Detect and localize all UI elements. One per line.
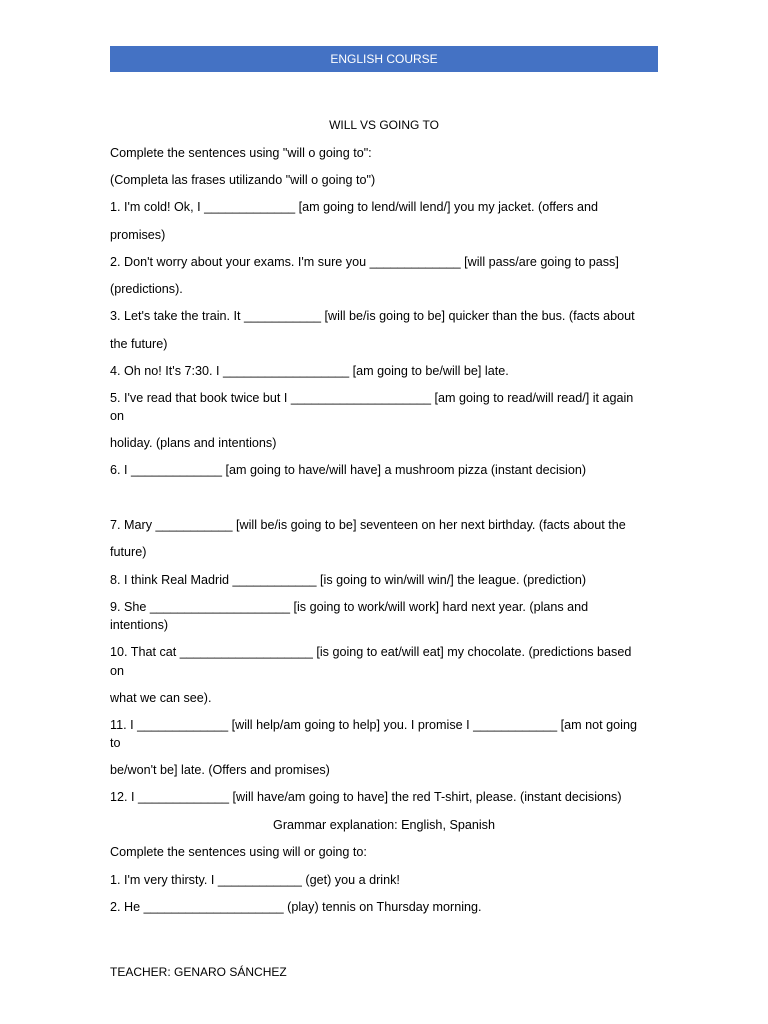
exercise-line: future) — [110, 545, 147, 559]
exercise-line: (predictions). — [110, 282, 183, 296]
exercise-line: holiday. (plans and intentions) — [110, 436, 277, 450]
exercise-line: on — [110, 664, 125, 678]
instruction-spanish: (Completa las frases utilizando "will o going to") — [110, 173, 376, 187]
exercise-line: on — [110, 409, 125, 423]
exercise-line: 2. He ____________________ (play) tennis on Thursday morning. — [110, 900, 482, 914]
exercise-line: 7. Mary ___________ [will be/is going to be] seventeen on her next birthday. (facts about the — [110, 518, 626, 532]
worksheet-title: WILL VS GOING TO — [329, 118, 439, 132]
exercise-line: 6. I _____________ [am going to have/will have] a mushroom pizza (instant decision) — [110, 463, 587, 477]
exercise-line: be/won't be] late. (Offers and promises) — [110, 763, 330, 777]
instruction-english: Complete the sentences using "will o going to": — [110, 146, 372, 160]
exercise-line: what we can see). — [110, 691, 212, 705]
grammar-explanation-heading: Grammar explanation: English, Spanish — [273, 818, 495, 832]
exercise-line: 12. I _____________ [will have/am going to have] the red T-shirt, please. (instant decisions) — [110, 790, 622, 804]
course-banner: ENGLISH COURSE — [110, 46, 658, 72]
exercise-line: 4. Oh no! It's 7:30. I __________________ [am going to be/will be] late. — [110, 364, 509, 378]
exercise-line: 2. Don't worry about your exams. I'm sure you _____________ [will pass/are going to pass] — [110, 255, 619, 269]
exercise-line: promises) — [110, 228, 166, 242]
exercise-line: 1. I'm very thirsty. I ____________ (get) you a drink! — [110, 873, 400, 887]
exercise-line: 3. Let's take the train. It ___________ [will be/is going to be] quicker than the bus. (facts about — [110, 309, 635, 323]
exercise-line: 1. I'm cold! Ok, I _____________ [am going to lend/will lend/] you my jacket. (offers and — [110, 200, 599, 214]
exercise-line: 5. I've read that book twice but I ____________________ [am going to read/will read/] it again — [110, 391, 634, 405]
exercise-line: 8. I think Real Madrid ____________ [is going to win/will win/] the league. (prediction) — [110, 573, 587, 587]
exercise-line: 11. I _____________ [will help/am going to help] you. I promise I ____________ [am not going — [110, 718, 637, 732]
exercise-line: the future) — [110, 337, 168, 351]
exercise-line: 9. She ____________________ [is going to work/will work] hard next year. (plans and — [110, 600, 589, 614]
instruction-second: Complete the sentences using will or going to: — [110, 845, 367, 859]
exercise-line: to — [110, 736, 121, 750]
teacher-name: TEACHER: GENARO SÁNCHEZ — [110, 965, 287, 979]
exercise-line: 10. That cat ___________________ [is going to eat/will eat] my chocolate. (predictions based — [110, 645, 632, 659]
exercise-line: intentions) — [110, 618, 169, 632]
